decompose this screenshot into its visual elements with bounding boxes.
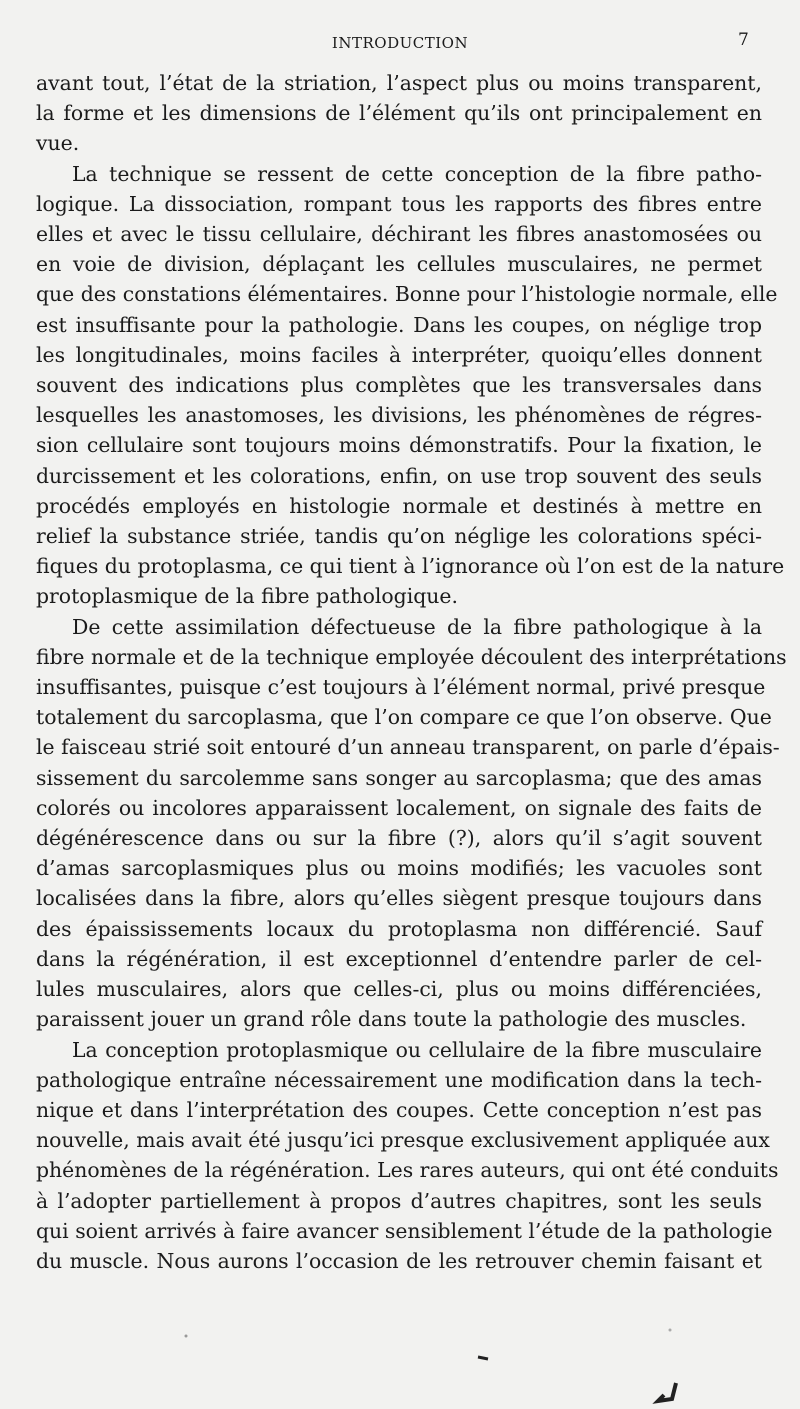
paragraph [36, 159, 785, 612]
text-line: qui soient arrivés à faire avancer sensiblement l’étude de la pathologie [36, 1218, 773, 1243]
text-line: insuffisantes, puisque c’est toujours à l’élément normal, privé presque [36, 675, 766, 700]
text-line: lules musculaires, alors que celles-ci, plus ou moins différenciées, [36, 977, 762, 1002]
text-line: fibre normale et de la technique employée découlent des interprétations [36, 644, 787, 669]
text-line: elles et avec le tissu cellulaire, déchirant les fibres anastomosées ou [36, 222, 762, 247]
page-number: 7 [738, 30, 749, 50]
text-line: le faisceau strié soit entouré d’un anneau transparent, on parle d’épais- [36, 735, 780, 760]
text-line: que des constations élémentaires. Bonne pour l’histologie normale, elle [36, 282, 778, 307]
text-line: La technique se ressent de cette conception de la fibre patho- [72, 161, 762, 186]
ink-speck [185, 1335, 188, 1338]
text-line: phénomènes de la régénération. Les rares auteurs, qui ont été conduits [36, 1158, 779, 1183]
paragraph [36, 1035, 779, 1277]
text-line: avant tout, l’état de la striation, l’aspect plus ou moins transparent, [36, 71, 762, 95]
text-line: colorés ou incolores apparaissent localement, on signale des faits de [36, 795, 762, 820]
running-header: INTRODUCTION [331, 34, 469, 52]
text-line: sissement du sarcolemme sans songer au sarcoplasma; que des amas [36, 765, 762, 790]
text-line: dans la régénération, il est exceptionnel d’entendre parler de cel- [36, 946, 762, 971]
text-line: à l’adopter partiellement à propos d’autres chapitres, sont les seuls [36, 1188, 762, 1213]
text-line: souvent des indications plus complètes que les transversales dans [36, 373, 762, 398]
text-line: protoplasmique de la fibre pathologique. [36, 584, 458, 609]
text-line: La conception protoplasmique ou cellulaire de la fibre musculaire [72, 1037, 762, 1062]
text-line: les longitudinales, moins faciles à interpréter, quoiqu’elles donnent [36, 342, 762, 367]
paragraph [36, 68, 762, 159]
text-line: logique. La dissociation, rompant tous les rapports des fibres entre [36, 191, 762, 216]
body-text [36, 68, 787, 1276]
paragraph [36, 612, 787, 1035]
text-line: la forme et les dimensions de l’élément qu’ils ont principalement en [36, 101, 762, 126]
ink-speck [669, 1329, 672, 1332]
text-line: d’amas sarcoplasmiques plus ou moins modifiés; les vacuoles sont [36, 856, 762, 881]
text-line: totalement du sarcoplasma, que l’on compare ce que l’on observe. Que [36, 705, 772, 730]
text-line: relief la substance striée, tandis qu’on néglige les colorations spéci- [36, 524, 762, 549]
text-line: en voie de division, déplaçant les cellules musculaires, ne permet [36, 252, 762, 277]
text-line: dégénérescence dans ou sur la fibre (?), alors qu’il s’agit souvent [36, 826, 762, 851]
text-line: durcissement et les colorations, enfin, on use trop souvent des seuls [36, 463, 762, 488]
text-line: localisées dans la fibre, alors qu’elles siègent presque toujours dans [36, 886, 762, 911]
text-line: De cette assimilation défectueuse de la fibre pathologique à la [72, 614, 762, 639]
text-line: fiques du protoplasma, ce qui tient à l’ignorance où l’on est de la nature [36, 554, 785, 579]
text-line: des épaississements locaux du protoplasma non différencié. Sauf [36, 916, 762, 941]
ink-mark [658, 1383, 676, 1401]
text-line: pathologique entraîne nécessairement une modification dans la tech- [36, 1067, 762, 1092]
ink-speck [478, 1357, 488, 1359]
text-line: du muscle. Nous aurons l’occasion de les retrouver chemin faisant et [36, 1248, 762, 1273]
text-line: paraissent jouer un grand rôle dans toute la pathologie des muscles. [36, 1007, 747, 1032]
text-line: nique et dans l’interprétation des coupes. Cette conception n’est pas [36, 1097, 762, 1122]
text-line: lesquelles les anastomoses, les divisions, les phénomènes de régres- [36, 403, 762, 428]
text-line: est insuffisante pour la pathologie. Dans les coupes, on néglige trop [36, 312, 762, 337]
text-line: nouvelle, mais avait été jusqu’ici presque exclusivement appliquée aux [36, 1128, 770, 1153]
text-line: vue. [36, 131, 80, 156]
text-line: sion cellulaire sont toujours moins démonstratifs. Pour la fixation, le [36, 433, 762, 458]
text-line: procédés employés en histologie normale et destinés à mettre en [36, 493, 762, 518]
